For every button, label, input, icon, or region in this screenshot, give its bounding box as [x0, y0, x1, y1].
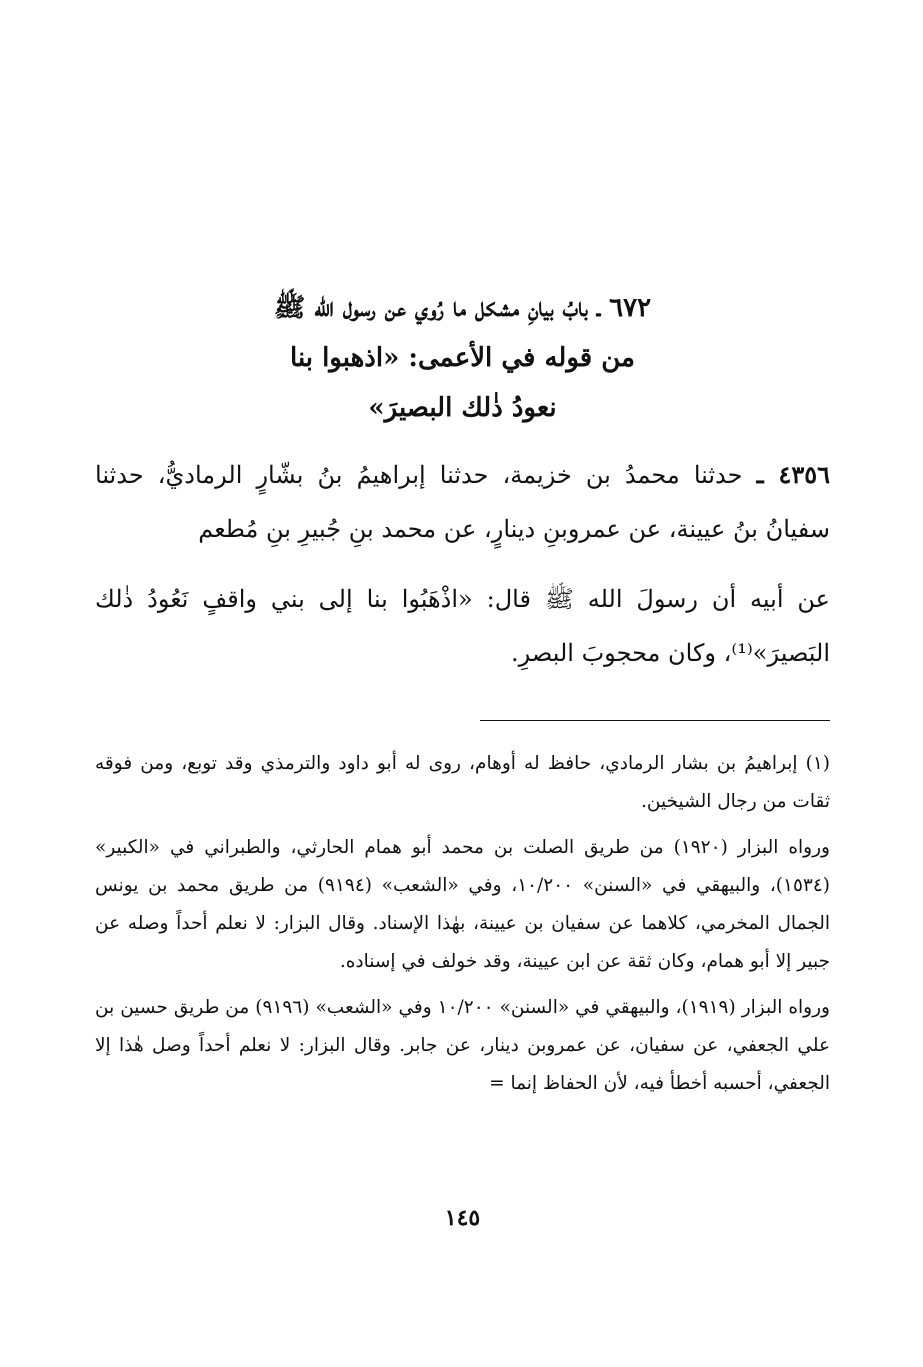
- chapter-heading: [95, 283, 830, 433]
- footnotes: [95, 745, 830, 1111]
- footnote-paragraph-2: ورواه البزار (١٩٢٠) من طريق الصلت بن محمد أبو همام الحارثي، والطبراني في «الكبير» (١٥٣٤)، والبيهقي في «السنن» ١٠/٢٠٠، وفي «الشعب» (٩١٩٤) من طريق محمد بن يونس الجمال المخرمي، كلاهما عن سفيان بن عيينة، بهٰذا الإسناد. وقال البزار: لا نعلم أحداً وصله عن جبير إلا أبو همام، وكان ثقة عن ابن عيينة، وقد خولف في إسناده.: [95, 837, 830, 972]
- hadith-matn: عن أبيه أن رسولَ الله ﷺ قال: «اذْهَبُوا بنا إلى بني واقفٍ نَعُودُ ذٰلك البَصيرَ»⁽¹⁾، وكان محجوبَ البصرِ.: [95, 585, 831, 667]
- chapter-heading-line-3: نعودُ ذٰلك البصيرَ»: [368, 393, 557, 423]
- chapter-heading-line-1: ٦٧٢ ـ بابُ بيانِ مشكل ما رُوي عن رسول الله ﷺ: [273, 293, 652, 323]
- book-page: [95, 0, 830, 1367]
- page-number: ١٤٥: [444, 1205, 481, 1231]
- chapter-heading-line-2: من قوله في الأعمى: «اذهبوا بنا: [290, 343, 635, 373]
- footnote-divider: [480, 720, 830, 721]
- hadith-text: [95, 448, 830, 696]
- footnote-paragraph-3: ورواه البزار (١٩١٩)، والبيهقي في «السنن» ١٠/٢٠٠ وفي «الشعب» (٩١٩٦) من طريق حسين بن علي الجعفي، عن سفيان، عن عمروبن دينار، عن جابر. وقال البزار: لا نعلم أحداً وصل هٰذا إلا الجعفي، أحسبه أخطأ فيه، لأن الحفاظ إنما =: [95, 997, 830, 1094]
- hadith-isnad: حدثنا محمدُ بن خزيمة، حدثنا إبراهيمُ بنُ بشّارٍ الرماديُّ، حدثنا سفيانُ بنُ عيينة، عن عمروبنِ دينارٍ، عن محمد بنِ جُبيرِ بنِ مُطعم: [95, 461, 830, 543]
- footnote-1: (١) إبراهيمُ بن بشار الرمادي، حافظ له أوهام، روى له أبو داود والترمذي وقد توبع، ومن فوقه ثقات من رجال الشيخين.: [95, 753, 830, 812]
- hadith-isnad-paragraph: [95, 448, 830, 556]
- hadith-number: ٤٣٥٦ ـ: [756, 460, 831, 489]
